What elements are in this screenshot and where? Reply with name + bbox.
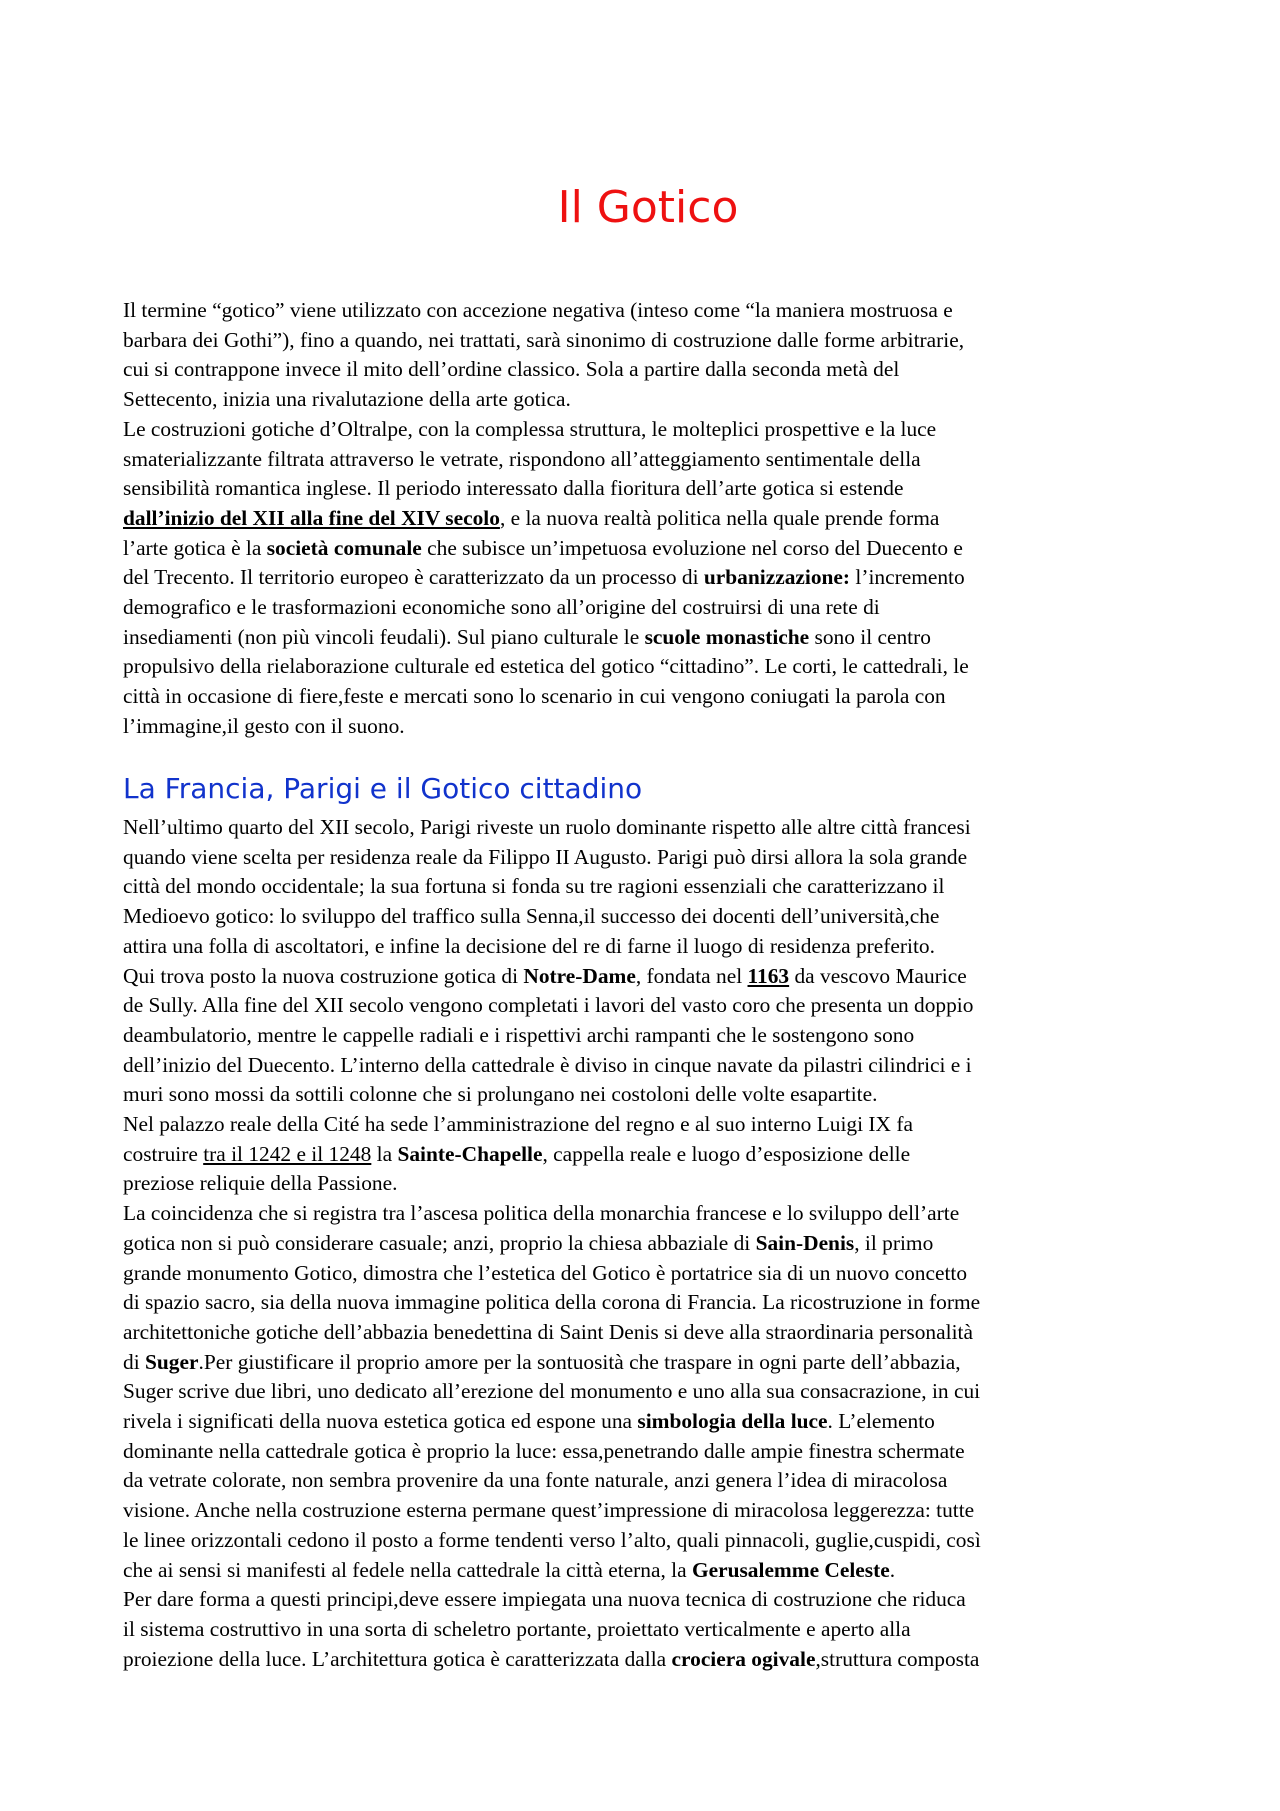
section-paragraph-1 (123, 813, 1173, 962)
text-run: costruire (123, 1141, 204, 1166)
text-line: propulsivo della rielaborazione culturale ed estetica del gotico “cittadino”. Le corti, le cattedrali, le (123, 654, 969, 679)
text-run: del Trecento. Il territorio europeo è caratterizzato da un processo di (123, 565, 704, 590)
bold-term: urbanizzazione: (703, 565, 851, 590)
section-paragraph-2 (123, 962, 1173, 1111)
text-run: l’incremento (850, 565, 965, 590)
intro-section (123, 296, 1173, 742)
bold-term: scuole monastiche (644, 624, 810, 649)
section-heading: La Francia, Parigi e il Gotico cittadino (123, 772, 643, 805)
text-line (123, 962, 1173, 992)
text-line: Settecento, inizia una rivalutazione della arte gotica. (123, 387, 571, 412)
text-line: quando viene scelta per residenza reale da Filippo II Augusto. Parigi può dirsi allora la sola grande (123, 844, 968, 869)
text-line: dominante nella cattedrale gotica è proprio la luce: essa,penetrando dalle ampie finestra schermate (123, 1438, 965, 1463)
text-run: la (371, 1141, 398, 1166)
text-line: architettoniche gotiche dell’abbazia benedettina di Saint Denis si deve alla straordinaria personalità (123, 1319, 973, 1344)
period-highlight: dall’inizio del XII alla fine del XIV secolo (123, 505, 500, 530)
text-line: Il termine “gotico” viene utilizzato con accezione negativa (inteso come “la maniera mostruosa e (123, 298, 953, 322)
text-run: ,struttura composta (815, 1646, 980, 1671)
text-line: preziose reliquie della Passione. (123, 1171, 398, 1196)
text-run: sono il centro (809, 624, 931, 649)
text-line: muri sono mossi da sottili colonne che si prolungano nei costoloni delle volte esapartite. (123, 1082, 878, 1107)
bold-term: società comunale (266, 535, 422, 560)
text-line: le linee orizzontali cedono il posto a forme tendenti verso l’alto, quali pinnacoli, guglie,cuspidi, così (123, 1527, 981, 1552)
text-line: città del mondo occidentale; la sua fortuna si fonda su tre ragioni essenziali che caratterizzano il (123, 874, 945, 899)
text-line (123, 1645, 1173, 1675)
text-run: . L’elemento (827, 1409, 935, 1434)
text-run: insediamenti (non più vincoli feudali). Sul piano culturale le (123, 624, 645, 649)
text-line (123, 504, 1173, 534)
bold-term: Suger (145, 1349, 199, 1374)
text-line (123, 1556, 1173, 1586)
intro-paragraph-1 (123, 296, 1173, 415)
bold-term: Sain-Denis (755, 1230, 855, 1255)
section-paragraph-3 (123, 1110, 1173, 1199)
text-line: l’immagine,il gesto con il suono. (123, 713, 405, 738)
text-line: Nel palazzo reale della Cité ha sede l’amministrazione del regno e al suo interno Luigi IX fa (123, 1112, 913, 1137)
text-line: sensibilità romantica inglese. Il periodo interessato dalla fioritura dell’arte gotica si estende (123, 476, 904, 501)
text-line: Per dare forma a questi principi,deve essere impiegata una nuova tecnica di costruzione che riduca (123, 1587, 966, 1612)
text-line: attira una folla di ascoltatori, e infine la decisione del re di farne il luogo di residenza preferito. (123, 933, 935, 958)
text-line: smaterializzante filtrata attraverso le vetrate, rispondono all’atteggiamento sentimentale della (123, 446, 921, 471)
text-run: da vescovo Maurice (789, 963, 967, 988)
text-line: dell’inizio del Duecento. L’interno della cattedrale è diviso in cinque navate da pilastri cilindrici e i (123, 1052, 972, 1077)
text-line (123, 534, 1173, 564)
text-run: che subisce un’impetuosa evoluzione nel corso del Duecento e (421, 535, 963, 560)
text-run: proiezione della luce. L’architettura gotica è caratterizzata dalla (123, 1646, 672, 1671)
text-run: gotica non si può considerare casuale; anzi, proprio la chiesa abbaziale di (123, 1230, 756, 1255)
text-line (123, 563, 1173, 593)
text-line (123, 1140, 1173, 1170)
text-line: deambulatorio, mentre le cappelle radiali e i rispettivi archi rampanti che le sostengono sono (123, 1022, 915, 1047)
text-line: de Sully. Alla fine del XII secolo vengono completati i lavori del vasto coro che presenta un doppio (123, 993, 974, 1018)
text-run: .Per giustificare il proprio amore per la sontuosità che traspare in ogni parte dell’abbazia, (198, 1349, 961, 1374)
text-line: Nell’ultimo quarto del XII secolo, Parigi riveste un ruolo dominante rispetto alle altre città francesi (123, 815, 971, 839)
date-highlight: 1163 (747, 963, 790, 988)
bold-term: Sainte-Chapelle (397, 1141, 543, 1166)
text-run: , e la nuova realtà politica nella quale prende forma (499, 505, 940, 530)
text-run: . (889, 1557, 896, 1582)
text-run: l’arte gotica è la (123, 535, 267, 560)
text-line: cui si contrappone invece il mito dell’ordine classico. Sola a partire dalla seconda metà del (123, 357, 900, 382)
text-line: demografico e le trasformazioni economiche sono all’origine del costruirsi di una rete di (123, 595, 880, 620)
text-line (123, 1348, 1173, 1378)
bold-term: crociera ogivale (671, 1646, 816, 1671)
section-body (123, 813, 1173, 1674)
text-line: La coincidenza che si registra tra l’ascesa politica della monarchia francese e lo sviluppo dell’arte (123, 1201, 960, 1226)
text-line: barbara dei Gothi”), fino a quando, nei trattati, sarà sinonimo di costruzione dalle forme arbitrarie, (123, 327, 965, 352)
text-line: città in occasione di fiere,feste e mercati sono lo scenario in cui vengono coniugati la parola con (123, 684, 946, 709)
text-line: Le costruzioni gotiche d’Oltralpe, con la complessa struttura, le molteplici prospettive e la luce (123, 416, 937, 441)
date-range-underlined: tra il 1242 e il 1248 (203, 1141, 372, 1166)
text-line: visione. Anche nella costruzione esterna permane quest’impressione di miracolosa leggerezza: tutte (123, 1498, 975, 1523)
section-paragraph-5 (123, 1585, 1173, 1674)
bold-term: Notre-Dame (523, 963, 636, 988)
text-line: grande monumento Gotico, dimostra che l’estetica del Gotico è portatrice sia di un nuovo concetto (123, 1260, 968, 1285)
text-run: rivela i significati della nuova estetica gotica ed espone una (123, 1409, 638, 1434)
text-line: il sistema costruttivo in una sorta di scheletro portante, proiettato verticalmente e aperto alla (123, 1616, 911, 1641)
text-run: , cappella reale e luogo d’esposizione delle (542, 1141, 911, 1166)
document-title: Il Gotico (557, 182, 739, 233)
bold-term: Gerusalemme Celeste (691, 1557, 890, 1582)
text-run: Qui trova posto la nuova costruzione gotica di (123, 963, 524, 988)
text-run: che ai sensi si manifesti al fedele nella cattedrale la città eterna, la (123, 1557, 692, 1582)
intro-paragraph-2 (123, 415, 1173, 742)
text-line: da vetrate colorate, non sembra provenire da una fonte naturale, anzi genera l’idea di miracolosa (123, 1468, 948, 1493)
text-run: , il primo (854, 1230, 934, 1255)
text-line (123, 1407, 1173, 1437)
text-line: Medioevo gotico: lo sviluppo del traffico sulla Senna,il successo dei docenti dell’università,che (123, 904, 940, 929)
section-paragraph-4 (123, 1199, 1173, 1585)
text-line (123, 623, 1173, 653)
text-line: di spazio sacro, sia della nuova immagine politica della corona di Francia. La ricostruzione in forme (123, 1290, 981, 1315)
text-line: Suger scrive due libri, uno dedicato all’erezione del monumento e uno alla sua consacrazione, in cui (123, 1379, 981, 1404)
text-line (123, 1229, 1173, 1259)
bold-term: simbologia della luce (637, 1409, 828, 1434)
text-run: , fondata nel (635, 963, 748, 988)
text-run: di (123, 1349, 145, 1374)
